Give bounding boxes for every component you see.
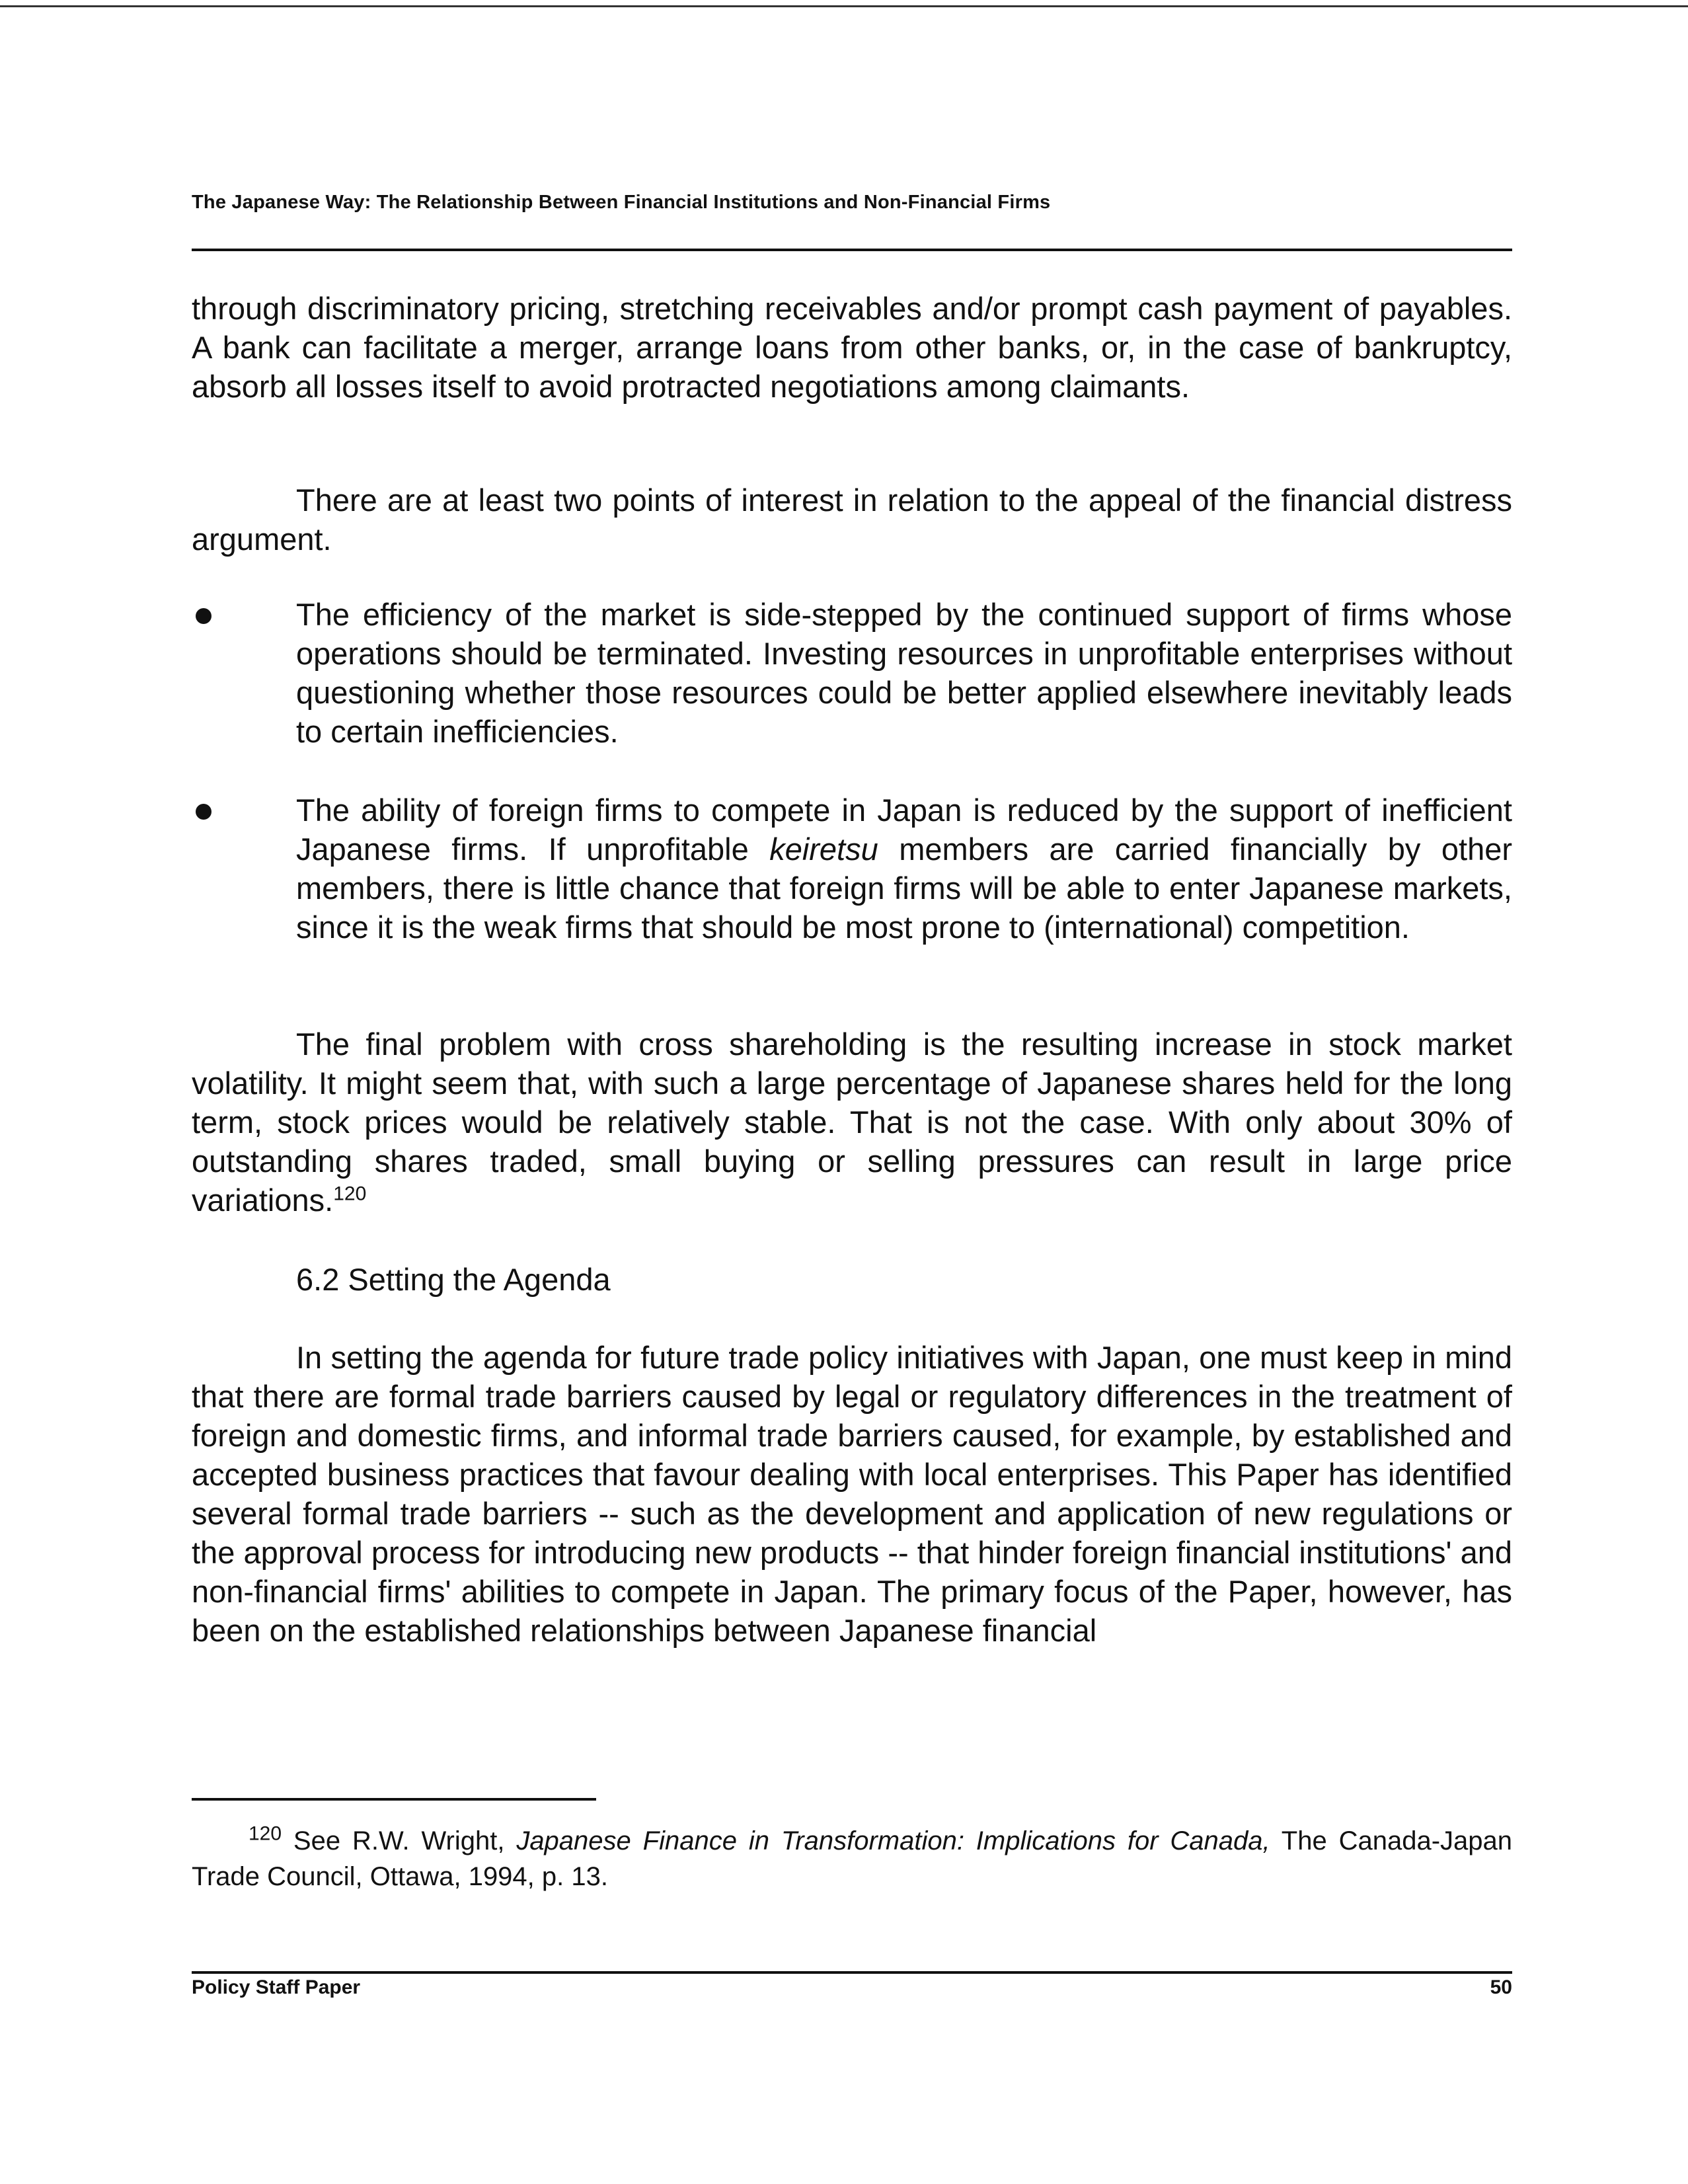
footnote-text-start: See R.W. Wright,: [282, 1826, 517, 1855]
paragraph-4-text: In setting the agenda for future trade policy initiatives with Japan, one must keep in mind that there are formal trade barriers caused by legal or regulatory differences in the treatment of foreign and domestic firms, and informal trade barriers caused, for example, by established and accepted business practices that favour dealing with local enterprises. This Paper has identified several formal trade barriers -- such as the development and application of new regulations or the approval process for introducing new products -- that hinder foreign financial institutions' and non-financial firms' abilities to compete in Japan. The primary focus of the Paper, however, has been on the established relationships between Japanese financial: [192, 1340, 1512, 1648]
bullet-dot-icon: [196, 608, 211, 624]
footnote-rule: [192, 1798, 596, 1801]
paragraph-1-text: through discriminatory pricing, stretching receivables and/or prompt cash payment of payables. A bank can facilitate a merger, arrange loans from other banks, or, in the case of bankruptcy, absorb all losses itself to avoid protracted negotiations among claimants.: [192, 291, 1512, 404]
section-heading: 6.2 Setting the Agenda: [296, 1262, 611, 1297]
paragraph-3-body: The final problem with cross shareholding is the resulting increase in stock market volatility. It might seem that, with such a large percentage of Japanese shares held for the long term, stock prices would be relatively stable. That is not the case. With only about 30% of outstanding shares traded, small buying or selling pressures can result in large price variations.: [192, 1027, 1512, 1218]
footnote-reference: 120: [333, 1183, 367, 1205]
paragraph-4: [192, 1338, 1512, 1650]
paragraph-2: [192, 481, 1512, 559]
paragraph-3: [192, 1025, 1512, 1220]
bullet-1-text: The efficiency of the market is side-stepped by the continued support of firms whose operations should be terminated. Investing resources in unprofitable enterprises without questioning whether those resources could be better applied elsewhere inevitably leads to certain inefficiencies.: [296, 597, 1512, 749]
header-rule: [192, 249, 1512, 251]
page-top-edge: [0, 5, 1688, 7]
paragraph-3-text: [192, 1025, 1512, 1220]
running-header: The Japanese Way: The Relationship Between Financial Institutions and Non-Financial Firms: [192, 192, 1051, 213]
bullet-2-text: [296, 791, 1512, 947]
bullet-2-text-start: The ability of foreign firms to compete in Japan is reduced by the support of inefficient Japanese firms. If unprofitable: [296, 793, 1512, 867]
footer-rule: [192, 1971, 1512, 1974]
paragraph-2-text: There are at least two points of interest in relation to the appeal of the financial distress argument.: [192, 483, 1512, 557]
page-number: 50: [1490, 1976, 1512, 1998]
paragraph-continued: [192, 289, 1512, 406]
bullet-dot-icon: [196, 804, 211, 820]
footnote-text: [192, 1823, 1512, 1894]
footnote-text-end: The Canada-Japan Trade Council, Ottawa, 1994, p. 13.: [192, 1826, 1512, 1891]
footer-series-title: Policy Staff Paper: [192, 1976, 361, 1998]
keiretsu-term: keiretsu: [769, 832, 878, 867]
bullet-2-text-end: members are carried financially by other members, there is little chance that foreign firms will be able to enter Japanese markets, since it is the weak firms that should be most prone to (international) competition.: [296, 832, 1512, 945]
footnote-number: 120: [249, 1822, 282, 1845]
footnote: [192, 1823, 1512, 1894]
footnote-book-title: Japanese Finance in Transformation: Implications for Canada,: [516, 1826, 1270, 1855]
